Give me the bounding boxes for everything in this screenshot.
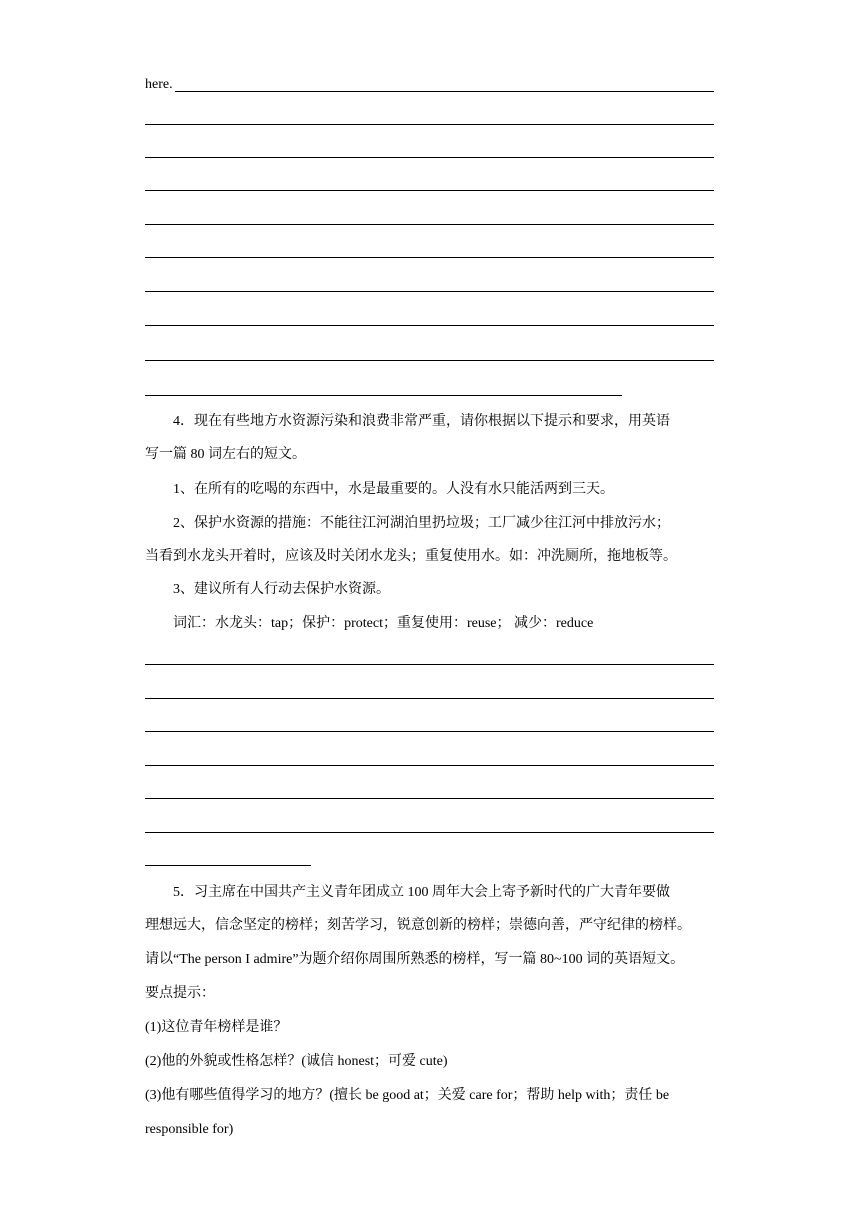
answer-line	[145, 360, 714, 361]
q5-line4: 要点提示：	[145, 986, 215, 1001]
answer-line-short	[145, 395, 622, 396]
q3-tail-text: here.	[145, 77, 173, 92]
q4-point-2-line1: 2、保护水资源的措施：不能往江河湖泊里扔垃圾；工厂减少往江河中排放污水；	[173, 516, 670, 531]
answer-line	[145, 257, 714, 258]
q5-hint-1: (1)这位青年榜样是谁？	[145, 1020, 288, 1035]
answer-line	[145, 698, 714, 699]
answer-line	[145, 664, 714, 665]
q5-hint-3-line1: (3)他有哪些值得学习的地方？(擅长 be good at；关爱 care for；帮助 help with；责任 be	[145, 1088, 670, 1103]
q5-line1: 5．习主席在中国共产主义青年团成立 100 周年大会上寄予新时代的广大青年要做	[173, 885, 670, 900]
answer-line	[145, 765, 714, 766]
answer-line	[145, 224, 714, 225]
q5-hint-3-line2: responsible for)	[145, 1122, 234, 1137]
q4-intro-line1: 4．现在有些地方水资源污染和浪费非常严重，请你根据以下提示和要求，用英语	[173, 414, 670, 429]
answer-line	[145, 190, 714, 191]
answer-line	[145, 291, 714, 292]
answer-line	[145, 124, 714, 125]
q5-line3: 请以“The person I admire”为题介绍你周围所熟悉的榜样，写一篇 80~100 词的英语短文。	[145, 952, 685, 967]
q4-point-1: 1、在所有的吃喝的东西中，水是最重要的。人没有水只能活两到三天。	[173, 482, 614, 497]
q5-line2: 理想远大，信念坚定的榜样；刻苦学习，锐意创新的榜样；崇德向善，严守纪律的榜样。	[145, 918, 691, 933]
q4-intro-line2: 写一篇 80 词左右的短文。	[145, 447, 306, 462]
answer-line	[145, 798, 714, 799]
answer-line	[145, 325, 714, 326]
answer-line	[145, 157, 714, 158]
q5-hint-2: (2)他的外貌或性格怎样？(诚信 honest；可爱 cute)	[145, 1054, 448, 1069]
q4-vocab: 词汇：水龙头：tap；保护：protect；重复使用：reuse； 减少：reduce	[173, 616, 594, 631]
q4-point-3: 3、建议所有人行动去保护水资源。	[173, 582, 390, 597]
q4-point-2-line2: 当看到水龙头开着时，应该及时关闭水龙头；重复使用水。如：冲洗厕所，拖地板等。	[145, 549, 677, 564]
answer-line	[145, 832, 714, 833]
answer-line-short	[145, 865, 311, 866]
answer-line	[175, 91, 714, 92]
answer-line	[145, 731, 714, 732]
